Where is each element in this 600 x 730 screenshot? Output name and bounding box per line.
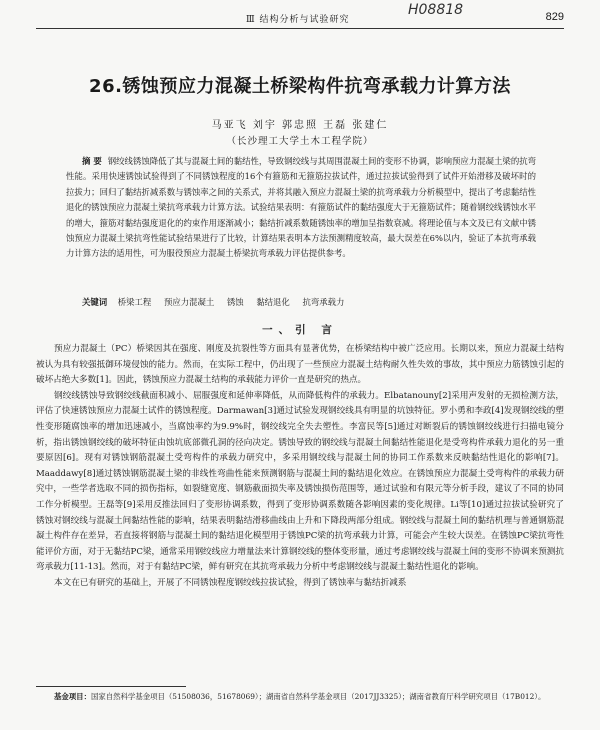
running-title: Ⅲ 结构分析与试验研究 <box>246 15 350 25</box>
footnote-label: 基金项目： <box>54 692 91 701</box>
keyword: 锈蚀 <box>226 297 244 307</box>
handwritten-stamp: H08818 <box>408 2 464 18</box>
page-header <box>36 2 564 29</box>
paragraph: 钢绞线锈蚀导致钢绞线截面积减小、屈服强度和延伸率降低，从而降低构件的承载力。Elbatanouny[2]采用声发射的无损检测方法，评估了快速锈蚀预应力混凝土试件的锈蚀程度。Darmawan[3]通过试验发现钢绞线具有明显的坑蚀特征。罗小勇和李政[4]发现钢绞线的塑性变形随腐蚀率的增加迅速减小，当腐蚀率约为9.9%时，钢绞线完全失去塑性。李富民等[5]通过对断裂后的锈蚀钢绞线进行扫描电镜分析，指出锈蚀钢绞线的破坏特征由蚀坑底部微孔洞的径向决定。锈蚀导致的钢绞线与混凝土间黏结性能退化是受弯构件承载力退化的另一重要原因[6]。现有对锈蚀钢筋混凝土受弯构件的承载力研究中，多采用钢绞线与混凝土间的协同工作系数来反映黏结性退化的影响[7]。Maaddawy[8]通过锈蚀钢筋混凝土梁的非线性弯曲性能来预测钢筋与混凝土间的黏结退化效应。在锈蚀预应力混凝土受弯构件的承载力研究中，一些学者选取不同的损伤指标，如裂缝宽度、钢筋截面损失率及锈蚀损伤范围等，通过试验和有限元等分析手段，建议了不同的协同工作分析模型。王磊等[9]采用反推法回归了变形协调系数，得到了变形协调系数随各影响因素的变化规律。Li等[10]通过拉拔试验研究了锈蚀对钢绞线与混凝土间黏结性能的影响，结果表明黏结滑移曲线由上升和下降段两部分组成。钢绞线与混凝土间的黏结机理与普通钢筋混凝土构件存在差异，若直接将钢筋与混凝土间的黏结退化模型用于锈蚀PC梁的抗弯承载力计算，可能会产生较大误差。在锈蚀PC梁抗弯性能评价方面，对于无黏结PC梁，通常采用钢绞线应力增量法来计算钢绞线的整体变形量，通过考虑钢绞线与混凝土间的变形不协调来预测抗弯承载力[11-13]。然而，对于有黏结PC梁，鲜有研究在其抗弯承载力分析中考虑钢绞线与混凝土黏结性退化的影响。 <box>36 390 564 573</box>
keyword: 预应力混凝土 <box>163 297 215 307</box>
paper-title: 26.锈蚀预应力混凝土桥梁构件抗弯承载力计算方法 <box>89 76 511 97</box>
paragraph: 预应力混凝土（PC）桥梁因其在强度、刚度及抗裂性等方面具有显著优势，在桥梁结构中被广泛应用。长期以来，预应力混凝土结构被认为具有较强抵御环境侵蚀的能力。然而，在实际工程中，仍出现了一些预应力混凝土结构耐久性失效的事故，其中预应力筋锈蚀引起的破坏占绝大多数[1]。因此，锈蚀预应力混凝土结构的承载能力评价一直是研究的热点。 <box>36 344 564 386</box>
abstract-text: 钢绞线锈蚀降低了其与混凝土间的黏结性，导致钢绞线与其周围混凝土间的变形不协调，影响预应力混凝土梁的抗弯性能。采用快速锈蚀试验得到了不同锈蚀程度的16个有箍筋和无箍筋拉拔试件，通过拉拔试验得到了试件开始滑移及破坏时的拉拔力；回归了黏结折减系数与锈蚀率之间的关系式，并将其融入预应力混凝土梁的抗弯承载力分析模型中，提出了考虑黏结性退化的锈蚀预应力混凝土梁抗弯承载力计算方法。试验结果表明：有箍筋试件的黏结强度大于无箍筋试件；随着钢绞线锈蚀水平的增大，箍筋对黏结强度退化的约束作用逐渐减小；黏结折减系数随锈蚀率的增加呈指数衰减。将理论值与本文及已有文献中锈蚀预应力混凝土梁抗弯性能试验结果进行了比较，计算结果表明本方法预测精度较高，最大误差在6%以内，验证了本抗弯承载力计算方法的适用性，可为服役预应力混凝土桥梁抗弯承载力评估提供参考。 <box>66 156 536 259</box>
keywords-label: 关键词 <box>82 297 108 307</box>
keyword: 桥梁工程 <box>117 297 152 307</box>
keywords <box>82 296 354 308</box>
footnote-text: 国家自然科学基金项目（51508036，51678069）；湖南省自然科学基金项目（2017JJ3325）；湖南省教育厅科学研究项目（17B012）。 <box>90 692 546 701</box>
footnote <box>36 690 564 703</box>
page-number: 829 <box>545 11 564 23</box>
keyword: 黏结退化 <box>256 297 290 307</box>
section-heading: 一、引 言 <box>262 324 338 336</box>
abstract-label: 摘 要 <box>82 156 102 166</box>
body-text <box>36 342 564 592</box>
paragraph: 本文在已有研究的基础上，开展了不同锈蚀程度钢绞线拉拔试验，得到了锈蚀率与黏结折减系 <box>54 577 407 588</box>
footnote-divider <box>36 686 186 687</box>
authors: 马亚飞 刘宇 郭忠照 王磊 张建仁 <box>211 120 389 131</box>
keyword: 抗弯承载力 <box>302 297 345 307</box>
affiliation: （长沙理工大学土木工程学院） <box>226 136 374 147</box>
abstract <box>66 154 536 262</box>
